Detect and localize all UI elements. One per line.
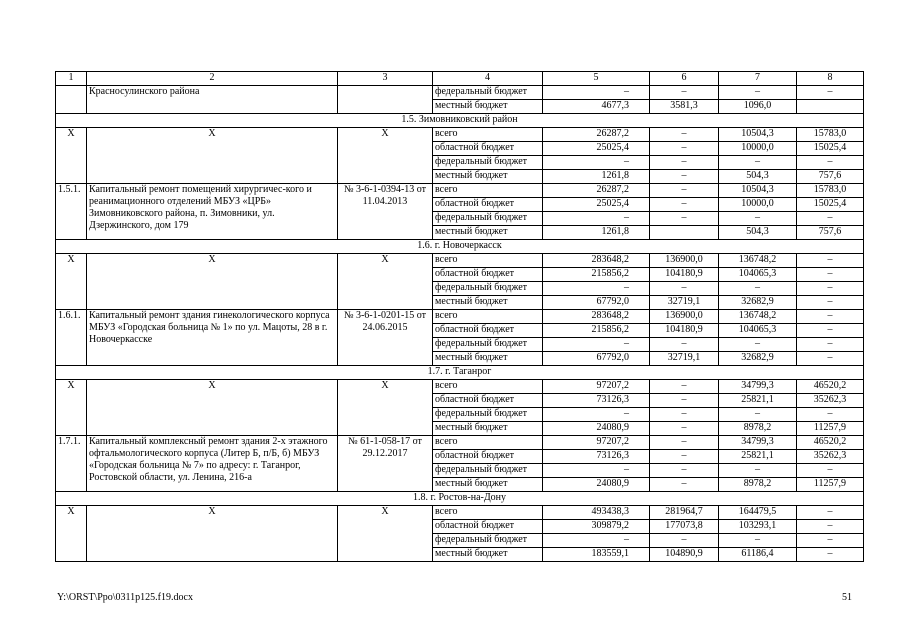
value-cell-col5: – [543,86,650,100]
value-cell-col6: 136900,0 [650,254,719,268]
item-number-cell: 1.7.1. [56,436,87,492]
budget-type-cell: областной бюджет [433,198,543,212]
value-cell-col7: 136748,2 [719,310,797,324]
value-cell-col7: 10504,3 [719,128,797,142]
value-cell-col7: 32682,9 [719,352,797,366]
value-cell-col6: 104180,9 [650,268,719,282]
value-cell-col5: – [543,338,650,352]
value-cell-col6: – [650,478,719,492]
budget-type-cell: областной бюджет [433,324,543,338]
summary-x-cell: Х [56,506,87,562]
value-cell-col5: 1261,8 [543,170,650,184]
section-title: 1.8. г. Ростов-на-Дону [56,492,864,506]
value-cell-col6: – [650,142,719,156]
value-cell-col6: 281964,7 [650,506,719,520]
value-cell-col8: 46520,2 [797,380,864,394]
column-number-4: 4 [433,72,543,86]
document-cell: № 3-6-1-0394-13 от 11.04.2013 [338,184,433,240]
value-cell-col5: 215856,2 [543,268,650,282]
budget-type-cell: всего [433,506,543,520]
item-number-cell: 1.6.1. [56,310,87,366]
value-cell-col5: – [543,534,650,548]
budget-type-cell: областной бюджет [433,268,543,282]
value-cell-col5: 67792,0 [543,352,650,366]
value-cell-col8: – [797,408,864,422]
value-cell-col6: 177073,8 [650,520,719,534]
footer-page-number: 51 [842,592,852,603]
summary-x-cell: Х [338,254,433,310]
summary-x-cell: Х [87,506,338,562]
value-cell-col5: – [543,212,650,226]
summary-x-cell: Х [87,128,338,184]
value-cell-col8: 11257,9 [797,478,864,492]
value-cell-col8: 15025,4 [797,198,864,212]
value-cell-col7: 104065,3 [719,268,797,282]
object-name-cell: Красносулинского района [87,86,338,114]
value-cell-col8: – [797,534,864,548]
value-cell-col7: 25821,1 [719,450,797,464]
budget-type-cell: всего [433,310,543,324]
budget-type-cell: всего [433,184,543,198]
value-cell-col6: – [650,128,719,142]
row-number-cell [56,86,87,114]
item-row [56,310,864,324]
budget-type-cell: местный бюджет [433,170,543,184]
document-cell: № 61-1-058-17 от 29.12.2017 [338,436,433,492]
value-cell-col8: 15783,0 [797,184,864,198]
budget-type-cell: федеральный бюджет [433,338,543,352]
value-cell-col5: 24080,9 [543,422,650,436]
value-cell-col5: – [543,156,650,170]
value-cell-col7: 504,3 [719,226,797,240]
value-cell-col5: 215856,2 [543,324,650,338]
value-cell-col5: – [543,282,650,296]
section-header-row [56,492,864,506]
budget-type-cell: областной бюджет [433,394,543,408]
value-cell-col8: 757,6 [797,170,864,184]
budget-type-cell: местный бюджет [433,478,543,492]
budget-type-cell: федеральный бюджет [433,212,543,226]
value-cell-col6: – [650,464,719,478]
budget-type-cell: федеральный бюджет [433,86,543,100]
value-cell-col5: 493438,3 [543,506,650,520]
column-number-6: 6 [650,72,719,86]
budget-type-cell: федеральный бюджет [433,464,543,478]
value-cell-col8: – [797,296,864,310]
value-cell-col6: 32719,1 [650,352,719,366]
summary-x-cell: Х [56,128,87,184]
value-cell-col7: 10000,0 [719,198,797,212]
summary-row [56,128,864,142]
value-cell-col7: 34799,3 [719,436,797,450]
value-cell-col7: 103293,1 [719,520,797,534]
item-number-cell: 1.5.1. [56,184,87,240]
value-cell-col7: 25821,1 [719,394,797,408]
value-cell-col7: – [719,534,797,548]
document-cell [338,86,433,114]
budget-type-cell: местный бюджет [433,422,543,436]
value-cell-col7: 32682,9 [719,296,797,310]
value-cell-col6: – [650,394,719,408]
value-cell-col7: 164479,5 [719,506,797,520]
value-cell-col7: – [719,282,797,296]
object-name-cell: Капитальный ремонт здания гинекологического корпуса МБУЗ «Городская больница № 1» по ул. Мацоты, 28 в г. Новочеркасске [87,310,338,366]
summary-x-cell: Х [87,380,338,436]
value-cell-col6: 32719,1 [650,296,719,310]
value-cell-col5: 283648,2 [543,310,650,324]
budget-type-cell: федеральный бюджет [433,282,543,296]
section-header-row [56,366,864,380]
value-cell-col5: 183559,1 [543,548,650,562]
value-cell-col5: 309879,2 [543,520,650,534]
value-cell-col8: 35262,3 [797,450,864,464]
column-number-8: 8 [797,72,864,86]
value-cell-col7: – [719,408,797,422]
summary-x-cell: Х [56,254,87,310]
value-cell-col7: 10000,0 [719,142,797,156]
value-cell-col6: – [650,534,719,548]
object-name-cell: Капитальный комплексный ремонт здания 2-х этажного офтальмологического корпуса (Литер Б, п/Б, б) МБУЗ «Городская больница № 7» по адресу: г. Таганрог, Ростовской области, ул. Ленина, 216-а [87,436,338,492]
value-cell-col7: 8978,2 [719,478,797,492]
document-cell: № 3-6-1-0201-15 от 24.06.2015 [338,310,433,366]
summary-row [56,380,864,394]
budget-type-cell: местный бюджет [433,100,543,114]
value-cell-col5: 73126,3 [543,450,650,464]
value-cell-col5: 283648,2 [543,254,650,268]
summary-row [56,254,864,268]
value-cell-col8: – [797,520,864,534]
summary-x-cell: Х [87,254,338,310]
section-title: 1.5. Зимовниковский район [56,114,864,128]
footer-file-path: Y:\ORST\Ppo\0311p125.f19.docx [57,592,193,603]
budget-type-cell: всего [433,128,543,142]
budget-table [55,71,864,562]
value-cell-col5: 25025,4 [543,198,650,212]
section-title: 1.6. г. Новочеркасск [56,240,864,254]
value-cell-col6: – [650,450,719,464]
value-cell-col8: 35262,3 [797,394,864,408]
value-cell-col6: – [650,156,719,170]
budget-type-cell: областной бюджет [433,520,543,534]
budget-type-cell: всего [433,436,543,450]
value-cell-col6 [650,226,719,240]
value-cell-col7: – [719,156,797,170]
budget-type-cell: областной бюджет [433,450,543,464]
value-cell-col8: – [797,338,864,352]
value-cell-col5: 97207,2 [543,380,650,394]
value-cell-col8: – [797,352,864,366]
budget-type-cell: федеральный бюджет [433,534,543,548]
value-cell-col6: – [650,212,719,226]
value-cell-col5: 24080,9 [543,478,650,492]
value-cell-col6: – [650,338,719,352]
value-cell-col7: 104065,3 [719,324,797,338]
object-name-cell: Капитальный ремонт помещений хирургичес-кого и реанимационного отделений МБУЗ «ЦРБ» Зимовниковского района, п. Зимовники, ул. Дзержинского, дом 179 [87,184,338,240]
value-cell-col5: 4677,3 [543,100,650,114]
budget-type-cell: всего [433,380,543,394]
budget-type-cell: областной бюджет [433,142,543,156]
value-cell-col8: – [797,212,864,226]
value-cell-col8: – [797,254,864,268]
value-cell-col6: 3581,3 [650,100,719,114]
value-cell-col5: 26287,2 [543,128,650,142]
summary-x-cell: Х [56,380,87,436]
summary-x-cell: Х [338,128,433,184]
value-cell-col7: 10504,3 [719,184,797,198]
value-cell-col6: – [650,198,719,212]
value-cell-col8: 757,6 [797,226,864,240]
value-cell-col7: – [719,464,797,478]
value-cell-col8: – [797,464,864,478]
value-cell-col8: 15025,4 [797,142,864,156]
value-cell-col8: 11257,9 [797,422,864,436]
budget-type-cell: местный бюджет [433,296,543,310]
column-number-row [56,72,864,86]
value-cell-col6: – [650,380,719,394]
column-number-5: 5 [543,72,650,86]
value-cell-col7: – [719,212,797,226]
section-title: 1.7. г. Таганрог [56,366,864,380]
value-cell-col8: – [797,268,864,282]
value-cell-col6: – [650,184,719,198]
value-cell-col7: 1096,0 [719,100,797,114]
value-cell-col6: 104890,9 [650,548,719,562]
column-number-3: 3 [338,72,433,86]
value-cell-col8: – [797,548,864,562]
column-number-2: 2 [87,72,338,86]
value-cell-col5: 73126,3 [543,394,650,408]
column-number-7: 7 [719,72,797,86]
value-cell-col8: – [797,310,864,324]
value-cell-col7: – [719,86,797,100]
budget-type-cell: местный бюджет [433,352,543,366]
value-cell-col8: – [797,156,864,170]
value-cell-col8 [797,100,864,114]
value-cell-col6: – [650,86,719,100]
value-cell-col5: 25025,4 [543,142,650,156]
value-cell-col6: 136900,0 [650,310,719,324]
value-cell-col5: 26287,2 [543,184,650,198]
value-cell-col7: 61186,4 [719,548,797,562]
value-cell-col7: – [719,338,797,352]
value-cell-col6: – [650,436,719,450]
value-cell-col8: 15783,0 [797,128,864,142]
value-cell-col8: – [797,324,864,338]
value-cell-col8: – [797,86,864,100]
value-cell-col5: – [543,408,650,422]
value-cell-col7: 504,3 [719,170,797,184]
budget-type-cell: федеральный бюджет [433,408,543,422]
value-cell-col6: 104180,9 [650,324,719,338]
value-cell-col5: 97207,2 [543,436,650,450]
value-cell-col7: 8978,2 [719,422,797,436]
value-cell-col6: – [650,408,719,422]
section-header-row [56,240,864,254]
value-cell-col6: – [650,170,719,184]
value-cell-col7: 136748,2 [719,254,797,268]
value-cell-col8: – [797,282,864,296]
summary-x-cell: Х [338,506,433,562]
value-cell-col5: – [543,464,650,478]
value-cell-col6: – [650,282,719,296]
budget-type-cell: федеральный бюджет [433,156,543,170]
value-cell-col5: 1261,8 [543,226,650,240]
value-cell-col7: 34799,3 [719,380,797,394]
value-cell-col8: – [797,506,864,520]
table-row [56,86,864,100]
budget-type-cell: местный бюджет [433,226,543,240]
section-header-row [56,114,864,128]
summary-row [56,506,864,520]
value-cell-col5: 67792,0 [543,296,650,310]
summary-x-cell: Х [338,380,433,436]
value-cell-col8: 46520,2 [797,436,864,450]
item-row [56,436,864,450]
budget-type-cell: местный бюджет [433,548,543,562]
value-cell-col6: – [650,422,719,436]
column-number-1: 1 [56,72,87,86]
item-row [56,184,864,198]
budget-type-cell: всего [433,254,543,268]
